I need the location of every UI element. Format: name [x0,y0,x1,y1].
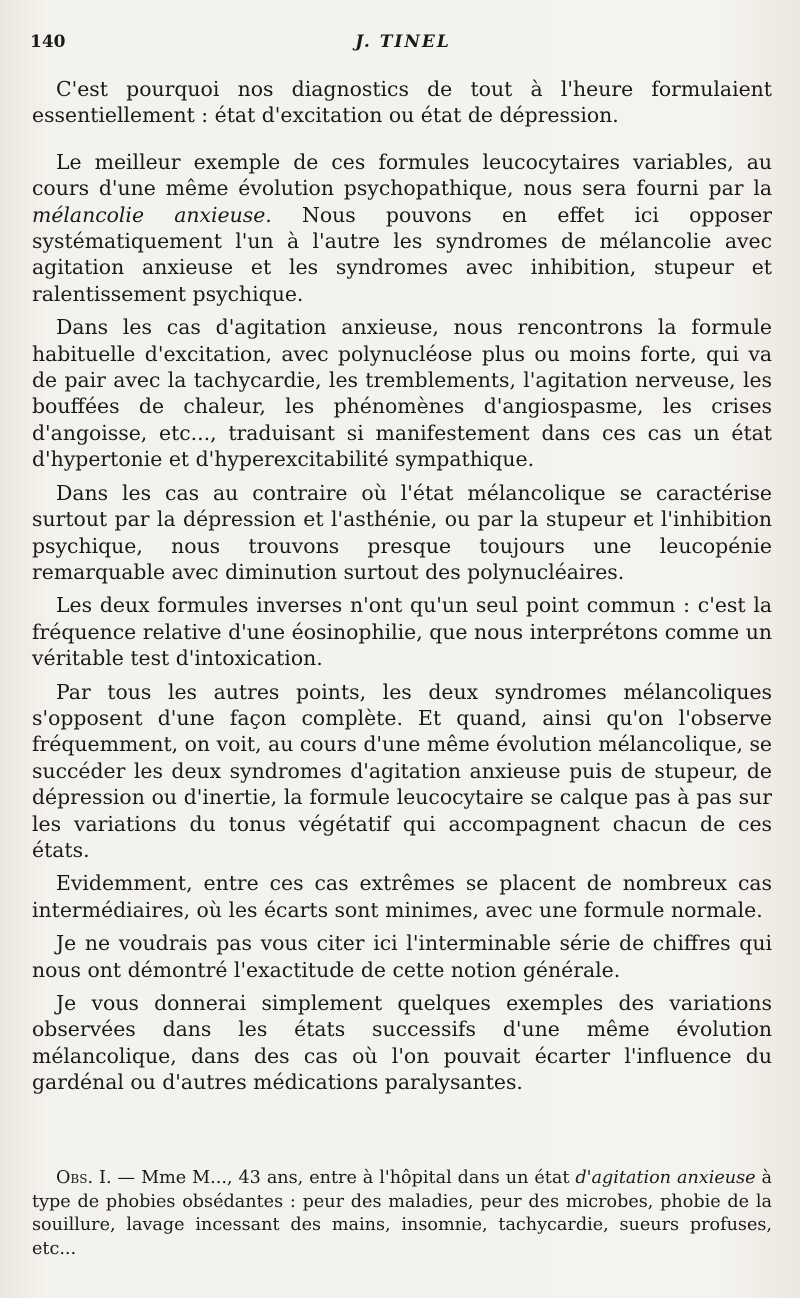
observation-text: à type de phobies obsédantes : peur des maladies, peur des microbes, phobie de la souillure, lavage incessant des mains, insomnie, tachycardie, sueurs profuses, etc... [32,1168,772,1259]
observation-emphasis: d'agitation anxieuse [575,1168,756,1188]
paragraph: Par tous les autres points, les deux syndromes mélancoliques s'opposent d'une façon complète. Et quand, ainsi qu'on l'observe fréquemment, on voit, au cours d'une même évolution mélancolique, se succéder les deux syndromes d'agitation anxieuse puis de stupeur, de dépression ou d'inertie, la formule leucocytaire se calque pas à pas sur les variations du tonus végétatif qui accompagnent chacun de ces états. [32,679,772,862]
page-number: 140 [30,32,66,52]
body-text [32,76,772,1096]
paragraph: Je vous donnerai simplement quelques exemples des variations observées dans les états successifs d'une même évolution mélancolique, dans des cas où l'on pouvait écarter l'influence du gardénal ou d'autres médications paralysantes. [32,991,772,1095]
page-header [30,32,776,56]
emphasis-text: mélancolie anxieuse. [32,202,272,227]
paragraph-text: Le meilleur exemple de ces formules leucocytaires variables, au cours d'une même évolution psychopathique, nous sera fourni par la [32,149,772,201]
paragraph: Dans les cas d'agitation anxieuse, nous rencontrons la formule habituelle d'excitation, avec polynucléose plus ou moins forte, qui va de pair avec la tachycardie, les tremblements, l'agitation nerveuse, les bouffées de chaleur, les phénomènes d'angiospasme, les crises d'angoisse, etc..., traduisant si manifestement dans ces cas un état d'hypertonie et d'hyperexcitabilité sympathique. [32,315,772,472]
paragraph: Evidemment, entre ces cas extrêmes se placent de nombreux cas intermédiaires, où les écarts sont minimes, avec une formule normale. [32,871,772,922]
paragraph-text: Nous pouvons en effet ici opposer systématiquement l'un à l'autre les syndromes de mélancolie avec agitation anxieuse et les syndromes avec inhibition, stupeur et ralentissement psychique. [32,202,773,306]
running-head: J. TINEL [355,32,451,52]
paragraph [32,149,772,307]
paragraph: C'est pourquoi nos diagnostics de tout à l'heure formulaient essentiellement : état d'excitation ou état de dépression. [32,77,772,128]
observation-text: — Mme M..., 43 ans, entre à l'hôpital dans un état [111,1168,576,1188]
observation-label: Obs. I. [56,1168,112,1188]
paragraph: Les deux formules inverses n'ont qu'un seul point commun : c'est la fréquence relative d'une éosinophilie, que nous interprétons comme un véritable test d'intoxication. [32,593,772,671]
paragraph: Je ne voudrais pas vous citer ici l'interminable série de chiffres qui nous ont démontré l'exactitude de cette notion générale. [32,931,772,982]
observation-paragraph [32,1167,772,1261]
paragraph: Dans les cas au contraire où l'état mélancolique se caractérise surtout par la dépression et l'asthénie, ou par la stupeur et l'inhibition psychique, nous trouvons presque toujours une leucopénie remarquable avec diminution surtout des polynucléaires. [32,480,772,584]
